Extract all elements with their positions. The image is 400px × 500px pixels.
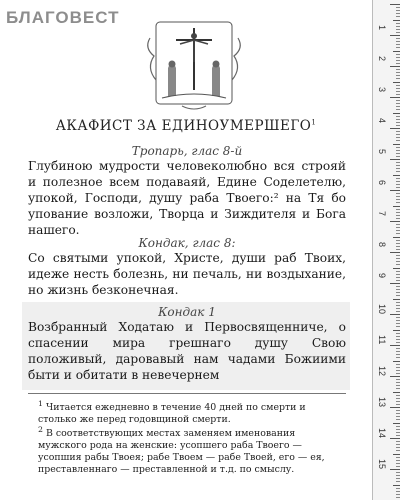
ruler-tick bbox=[390, 221, 400, 222]
ruler-tick bbox=[393, 206, 400, 207]
ruler-tick bbox=[393, 392, 400, 393]
ruler-tick bbox=[396, 450, 400, 451]
ruler-tick bbox=[396, 57, 400, 58]
ruler-tick bbox=[396, 326, 400, 327]
kondak1-heading: Кондак 1 bbox=[158, 305, 216, 319]
ruler-tick bbox=[396, 441, 400, 442]
ruler-tick bbox=[396, 305, 400, 306]
ruler-tick bbox=[396, 75, 400, 76]
ruler-tick bbox=[396, 38, 400, 39]
ruler-tick bbox=[396, 364, 400, 365]
ruler-tick bbox=[396, 370, 400, 371]
ruler-tick bbox=[396, 379, 400, 380]
ruler-tick bbox=[396, 140, 400, 141]
ruler-tick bbox=[390, 438, 400, 439]
footnote-2-mark: 2 bbox=[38, 425, 43, 434]
ruler-tick bbox=[396, 109, 400, 110]
ruler-tick bbox=[396, 162, 400, 163]
ruler-tick bbox=[390, 128, 400, 129]
watermark: БЛАГОВЕСТ bbox=[6, 8, 120, 27]
ruler-tick bbox=[396, 215, 400, 216]
footnote-1 bbox=[38, 398, 346, 426]
ruler-tick bbox=[396, 171, 400, 172]
ruler-tick bbox=[393, 144, 400, 145]
ruler-tick bbox=[393, 299, 400, 300]
ruler-number: 9 bbox=[377, 273, 387, 279]
ruler-tick bbox=[396, 432, 400, 433]
ruler-tick bbox=[396, 339, 400, 340]
troparion-section bbox=[28, 144, 346, 238]
ruler-tick bbox=[396, 227, 400, 228]
ruler-tick bbox=[396, 209, 400, 210]
ruler-tick bbox=[396, 255, 400, 256]
ruler-tick bbox=[396, 184, 400, 185]
ruler-tick bbox=[396, 246, 400, 247]
ruler-tick bbox=[396, 131, 400, 132]
ruler-tick bbox=[396, 10, 400, 11]
ruler-number: 3 bbox=[377, 87, 387, 93]
ruler-tick bbox=[396, 116, 400, 117]
ruler-tick bbox=[396, 320, 400, 321]
ruler-tick bbox=[396, 91, 400, 92]
ruler-tick bbox=[396, 481, 400, 482]
ruler-tick bbox=[396, 419, 400, 420]
ruler-tick bbox=[396, 395, 400, 396]
ruler-number: 14 bbox=[377, 428, 387, 439]
ruler-tick bbox=[393, 82, 400, 83]
ruler-tick bbox=[396, 85, 400, 86]
footnote-1-text: Читается ежедневно в течение 40 дней по смерти и столько же перед годовщиной смерти. bbox=[38, 402, 306, 426]
ruler-tick bbox=[396, 54, 400, 55]
ruler-tick bbox=[396, 426, 400, 427]
footnote-1-mark: 1 bbox=[38, 399, 43, 408]
ruler-tick bbox=[396, 181, 400, 182]
ruler-tick bbox=[396, 351, 400, 352]
ruler-tick bbox=[396, 264, 400, 265]
footnote-2-text: В соответствующих местах заменяем именования мужского рода на женские: усопшего раба Твоего — усопшия рабы Твоея; рабе Твоем — рабе Твоей, его — ея, преставленнаго — преставленной и т.д. по смыслу. bbox=[38, 428, 325, 476]
ruler-tick bbox=[393, 330, 400, 331]
footnote-2 bbox=[38, 424, 346, 476]
title-footnote-mark: 1 bbox=[311, 118, 317, 127]
ruler-tick bbox=[396, 280, 400, 281]
troparion-heading: Тропарь, глас 8-й bbox=[131, 144, 243, 158]
ruler-tick bbox=[390, 66, 400, 67]
ruler-tick bbox=[396, 106, 400, 107]
ruler-tick bbox=[396, 463, 400, 464]
ruler-tick bbox=[396, 444, 400, 445]
ruler-tick bbox=[396, 249, 400, 250]
ruler-tick bbox=[396, 475, 400, 476]
ruler-tick bbox=[393, 485, 400, 486]
ruler-tick bbox=[396, 367, 400, 368]
ruler-tick bbox=[396, 333, 400, 334]
ruler-tick bbox=[396, 342, 400, 343]
ruler-tick bbox=[396, 153, 400, 154]
ruler-tick bbox=[396, 125, 400, 126]
ruler-number: 1 bbox=[377, 25, 387, 31]
ruler-tick bbox=[396, 317, 400, 318]
ruler-number: 12 bbox=[377, 366, 387, 377]
ruler-tick bbox=[396, 233, 400, 234]
ruler-tick bbox=[396, 258, 400, 259]
ruler-tick bbox=[396, 100, 400, 101]
ruler-tick bbox=[396, 122, 400, 123]
ruler-tick bbox=[396, 308, 400, 309]
ruler-tick bbox=[396, 261, 400, 262]
ruler-tick bbox=[396, 134, 400, 135]
measuring-ruler bbox=[372, 0, 400, 500]
ruler-tick bbox=[396, 199, 400, 200]
ruler-tick bbox=[396, 23, 400, 24]
ruler-tick bbox=[396, 457, 400, 458]
ruler-tick bbox=[396, 202, 400, 203]
ruler-tick bbox=[396, 69, 400, 70]
ruler-tick bbox=[393, 454, 400, 455]
ruler-tick bbox=[396, 497, 400, 498]
ruler-tick bbox=[396, 323, 400, 324]
ruler-tick bbox=[396, 401, 400, 402]
akathist-title bbox=[0, 118, 372, 134]
ruler-tick bbox=[396, 193, 400, 194]
ruler-tick bbox=[396, 416, 400, 417]
ruler-tick bbox=[396, 147, 400, 148]
ruler-tick bbox=[396, 26, 400, 27]
ruler-tick bbox=[396, 388, 400, 389]
ruler-tick bbox=[396, 447, 400, 448]
ruler-number: 15 bbox=[377, 459, 387, 470]
ruler-tick bbox=[396, 382, 400, 383]
ruler-tick bbox=[396, 385, 400, 386]
ruler-tick bbox=[396, 212, 400, 213]
ruler-tick bbox=[396, 47, 400, 48]
ruler-number: 4 bbox=[377, 118, 387, 124]
ruler-tick bbox=[396, 373, 400, 374]
troparion-text: Глубиною мудрости человеколюбно вся строяй и полезное всем подаваяй, Едине Соделетелю, упокой, Господи, душу раба Твоего:² на Тя бо упование возложи, Творца и Зиждителя и Бога нашего. bbox=[28, 159, 346, 237]
ruler-tick bbox=[396, 63, 400, 64]
ruler-tick bbox=[396, 348, 400, 349]
ruler-tick bbox=[393, 113, 400, 114]
ruler-tick bbox=[396, 218, 400, 219]
ruler-tick bbox=[393, 175, 400, 176]
ruler-tick bbox=[396, 357, 400, 358]
ruler-tick bbox=[396, 119, 400, 120]
ruler-tick bbox=[396, 302, 400, 303]
ruler-tick bbox=[390, 407, 400, 408]
ruler-tick bbox=[390, 469, 400, 470]
ruler-tick bbox=[396, 240, 400, 241]
ruler-tick bbox=[396, 354, 400, 355]
ruler-tick bbox=[390, 4, 400, 5]
ruler-tick bbox=[396, 168, 400, 169]
ruler-tick bbox=[390, 35, 400, 36]
ruler-tick bbox=[396, 165, 400, 166]
ruler-tick bbox=[396, 410, 400, 411]
ruler-tick bbox=[396, 277, 400, 278]
ruler-tick bbox=[396, 103, 400, 104]
ruler-tick bbox=[396, 88, 400, 89]
ruler-tick bbox=[396, 230, 400, 231]
title-text: АКАФИСТ ЗА ЕДИНОУМЕРШЕГО bbox=[55, 118, 312, 134]
ruler-tick bbox=[396, 78, 400, 79]
ruler-tick bbox=[393, 51, 400, 52]
ruler-tick bbox=[396, 491, 400, 492]
ruler-tick bbox=[396, 466, 400, 467]
ruler-tick bbox=[396, 460, 400, 461]
ruler-tick bbox=[396, 286, 400, 287]
ruler-tick bbox=[396, 271, 400, 272]
kontakion-text: Со святыми упокой, Христе, души раб Твоих, идеже несть болезнь, ни печаль, ни воздыхание, но жизнь безконечная. bbox=[28, 251, 346, 297]
ruler-tick bbox=[396, 150, 400, 151]
ruler-tick bbox=[396, 29, 400, 30]
ruler-tick bbox=[396, 336, 400, 337]
kondak1-text: Возбранный Ходатаю и Первосвященниче, о спасении мира грешнаго душу Свою положивый, даровавый нам чадами Божиими быти и обитати в невечернем bbox=[28, 320, 346, 382]
kontakion-section bbox=[28, 236, 346, 298]
ruler-tick bbox=[396, 16, 400, 17]
footnote-divider bbox=[28, 393, 346, 394]
ruler-tick bbox=[396, 472, 400, 473]
ruler-tick bbox=[390, 345, 400, 346]
ruler-tick bbox=[396, 60, 400, 61]
ruler-number: 10 bbox=[377, 304, 387, 315]
ruler-tick bbox=[396, 156, 400, 157]
ruler-number: 7 bbox=[377, 211, 387, 217]
ruler-tick bbox=[390, 190, 400, 191]
ruler-tick bbox=[396, 243, 400, 244]
ruler-tick bbox=[396, 178, 400, 179]
ruler-tick bbox=[396, 137, 400, 138]
ruler-tick bbox=[396, 41, 400, 42]
ruler-tick bbox=[390, 376, 400, 377]
ruler-tick bbox=[396, 224, 400, 225]
ruler-tick bbox=[396, 274, 400, 275]
ruler-tick bbox=[396, 72, 400, 73]
ruler-tick bbox=[396, 435, 400, 436]
ruler-tick bbox=[393, 423, 400, 424]
ruler-tick bbox=[396, 478, 400, 479]
ruler-tick bbox=[390, 252, 400, 253]
ruler-tick bbox=[396, 94, 400, 95]
ruler-tick bbox=[396, 311, 400, 312]
ruler-tick bbox=[390, 97, 400, 98]
ruler-tick bbox=[396, 494, 400, 495]
ruler-tick bbox=[396, 289, 400, 290]
ruler-tick bbox=[396, 7, 400, 8]
ruler-number: 11 bbox=[377, 335, 387, 345]
ruler-number: 2 bbox=[377, 56, 387, 62]
ruler-tick bbox=[396, 398, 400, 399]
ruler-tick bbox=[396, 295, 400, 296]
kontakion-heading: Кондак, глас 8: bbox=[138, 236, 236, 250]
ruler-number: 5 bbox=[377, 149, 387, 155]
ruler-tick bbox=[396, 488, 400, 489]
ruler-number: 6 bbox=[377, 180, 387, 186]
ruler-tick bbox=[396, 13, 400, 14]
ruler-tick bbox=[393, 20, 400, 21]
kondak1-section bbox=[28, 305, 346, 383]
ruler-tick bbox=[396, 187, 400, 188]
ruler-tick bbox=[396, 404, 400, 405]
ruler-number: 13 bbox=[377, 397, 387, 408]
ruler-tick bbox=[396, 32, 400, 33]
ruler-tick bbox=[396, 44, 400, 45]
ruler-tick bbox=[396, 429, 400, 430]
ruler-tick bbox=[390, 314, 400, 315]
ruler-tick bbox=[393, 237, 400, 238]
ruler-tick bbox=[396, 292, 400, 293]
ruler-tick bbox=[396, 196, 400, 197]
ruler-tick bbox=[393, 361, 400, 362]
ruler-tick bbox=[396, 413, 400, 414]
ruler-tick bbox=[390, 283, 400, 284]
ruler-tick bbox=[390, 159, 400, 160]
crucifixion-icon bbox=[142, 18, 246, 112]
ruler-number: 8 bbox=[377, 242, 387, 248]
ruler-tick bbox=[393, 268, 400, 269]
